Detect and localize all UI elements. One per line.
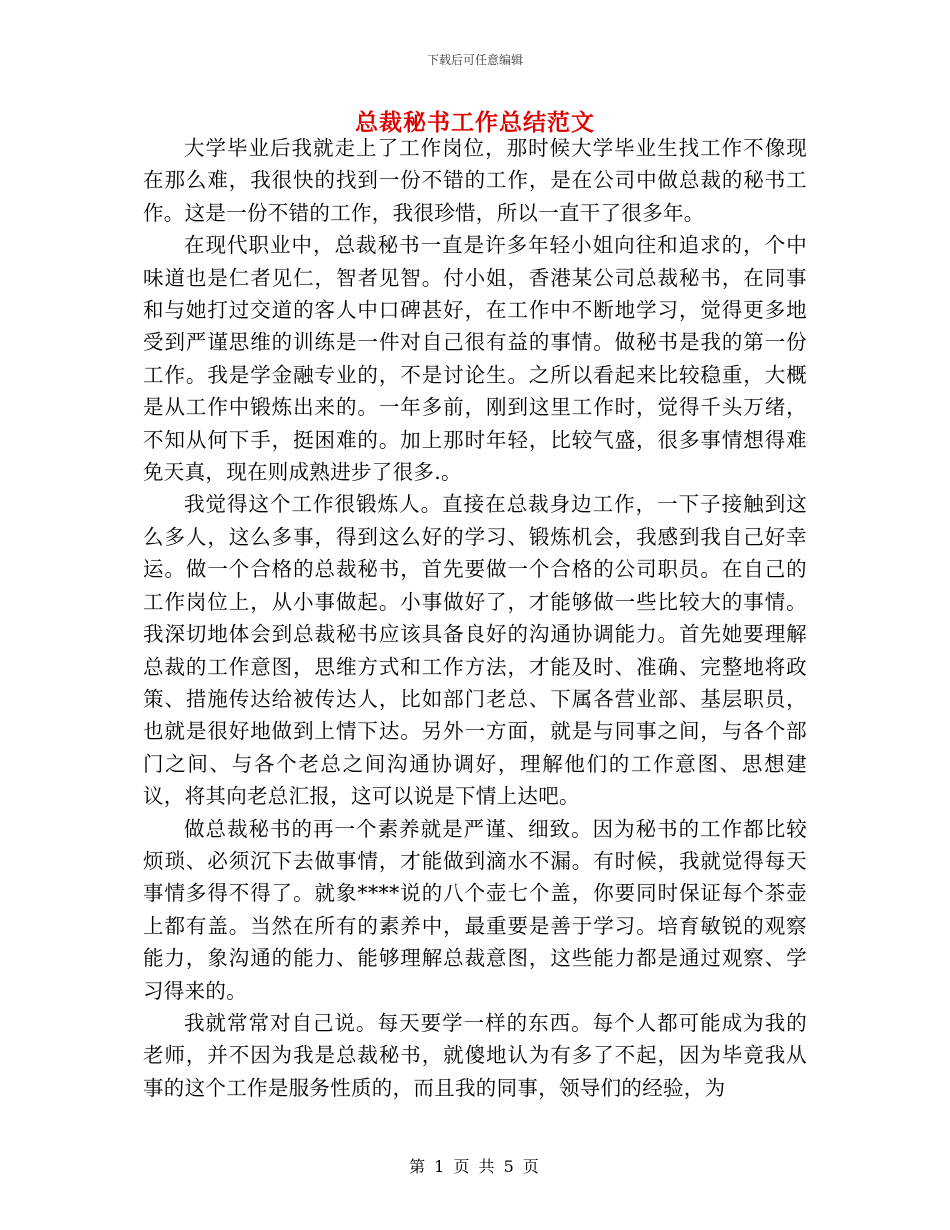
paragraph-3: 我觉得这个工作很锻炼人。直接在总裁身边工作，一下子接触到这么多人，这么多事，得到这么好的学习、锻炼机会，我感到我自己好幸运。做一个合格的总裁秘书，首先要做一个合格的公司职员。在自己的工作岗位上，从小事做起。小事做好了，才能够做一些比较大的事情。我深切地体会到总裁秘书应该具备良好的沟通协调能力。首先她要理解总裁的工作意图，思维方式和工作方法，才能及时、准确、完整地将政策、措施传达给被传达人，比如部门老总、下属各营业部、基层职员，也就是很好地做到上情下达。另外一方面，就是与同事之间，与各个部门之间、与各个老总之间沟通协调好，理解他们的工作意图、思想建议，将其向老总汇报，这可以说是下情上达吧。 (143, 492, 807, 809)
paragraph-4: 做总裁秘书的再一个素养就是严谨、细致。因为秘书的工作都比较烦琐、必须沉下去做事情，才能做到滴水不漏。有时候，我就觉得每天事情多得不得了。就象****说的八个壶七个盖，你要同时保证每个茶壶上都有盖。当然在所有的素养中，最重要是善于学习。培育敏锐的观察能力，象沟通的能力、能够理解总裁意图，这些能力都是通过观察、学习得来的。 (143, 816, 807, 1003)
page-header-note: 下载后可任意编辑 (426, 53, 523, 67)
document-body (143, 132, 807, 1104)
paragraph-1: 大学毕业后我就走上了工作岗位，那时候大学毕业生找工作不像现在那么难，我很快的找到一份不错的工作，是在公司中做总裁的秘书工作。这是一份不错的工作，我很珍惜，所以一直干了很多年。 (143, 136, 807, 225)
page-number-footer: 第 1 页 共 5 页 (409, 1157, 541, 1176)
document-title: 总裁秘书工作总结范文 (355, 109, 595, 136)
paragraph-5: 我就常常对自己说。每天要学一样的东西。每个人都可能成为我的老师，并不因为我是总裁秘书，就傻地认为有多了不起，因为毕竟我从事的这个工作是服务性质的，而且我的同事，领导们的经验，为 (143, 1010, 807, 1100)
paragraph-2: 在现代职业中，总裁秘书一直是许多年轻小姐向往和追求的，个中味道也是仁者见仁，智者见智。付小姐，香港某公司总裁秘书，在同事和与她打过交道的客人中口碑甚好，在工作中不断地学习，觉得更多地受到严谨思维的训练是一件对自己很有益的事情。做秘书是我的第一份工作。我是学金融专业的，不是讨论生。之所以看起来比较稳重，大概是从工作中锻炼出来的。一年多前，刚到这里工作时，觉得千头万绪，不知从何下手，挺困难的。加上那时年轻，比较气盛，很多事情想得难免天真，现在则成熟进步了很多.。 (143, 233, 807, 485)
